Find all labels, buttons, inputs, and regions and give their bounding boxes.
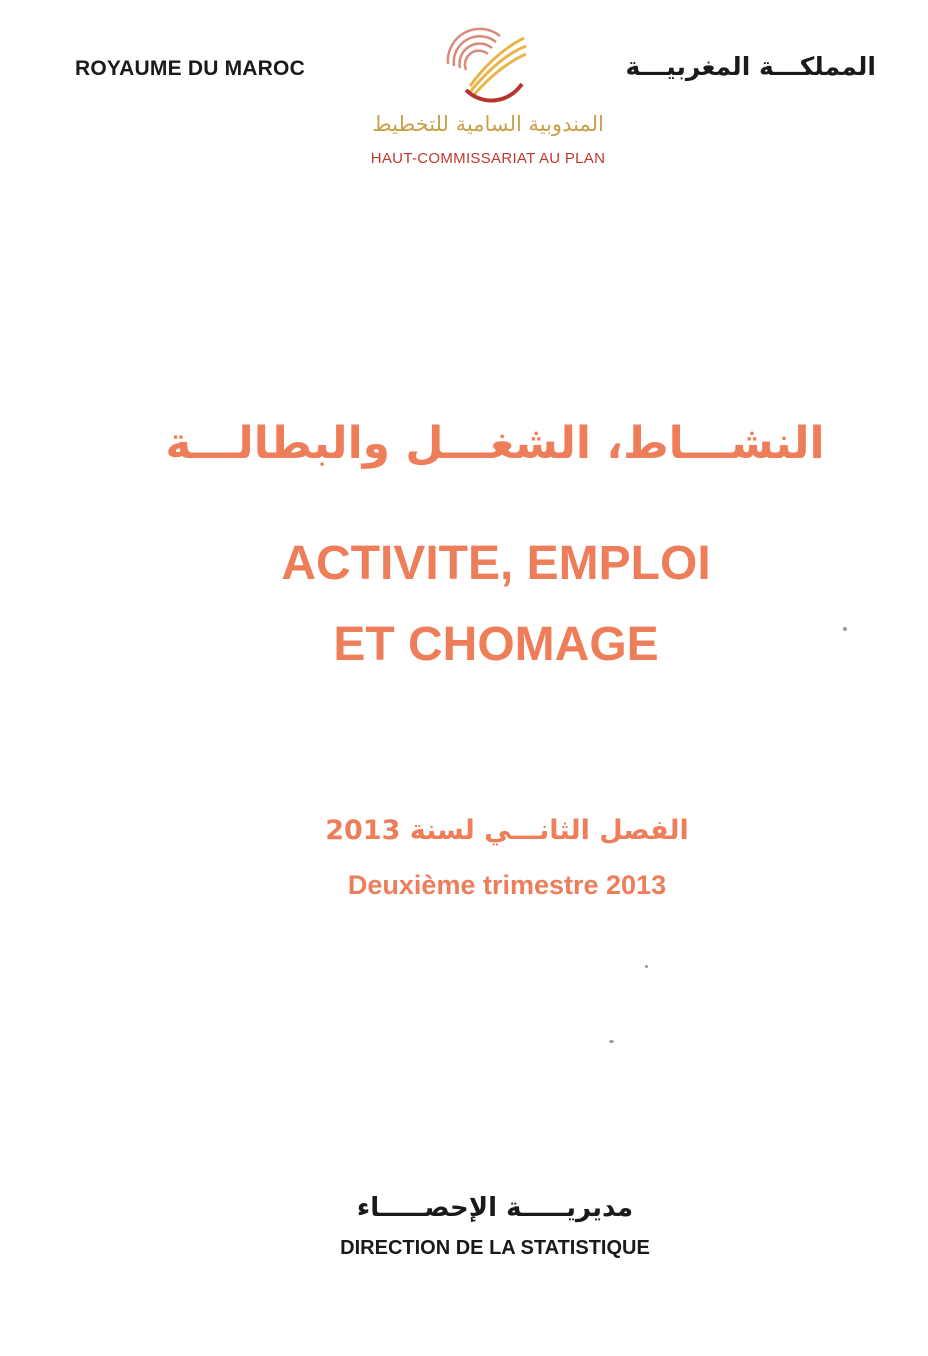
scan-speck <box>645 965 648 968</box>
scan-speck <box>609 1040 614 1043</box>
header-right-title: المملكـــة المغربيـــة <box>625 52 876 81</box>
hcp-french-name: HAUT-COMMISSARIAT AU PLAN <box>370 150 606 167</box>
header-left-title: ROYAUME DU MAROC <box>75 57 305 80</box>
directorate-arabic: مديريـــــة الإحصـــــاء <box>356 1193 634 1223</box>
period-french: Deuxième trimestre 2013 <box>347 870 667 900</box>
report-title-french-line2: ET CHOMAGE <box>333 618 659 671</box>
scan-speck <box>843 627 847 631</box>
period-arabic: الفصل الثانـــي لسنة 2013 <box>325 815 689 846</box>
hcp-logo-icon <box>440 24 532 108</box>
report-title-arabic: النشـــاط، الشغـــل والبطالـــة <box>165 418 825 469</box>
directorate-french: DIRECTION DE LA STATISTIQUE <box>340 1237 650 1259</box>
report-title-french-line1: ACTIVITE, EMPLOI <box>281 537 711 590</box>
hcp-arabic-name: المندوبية السامية للتخطيط <box>372 112 604 136</box>
